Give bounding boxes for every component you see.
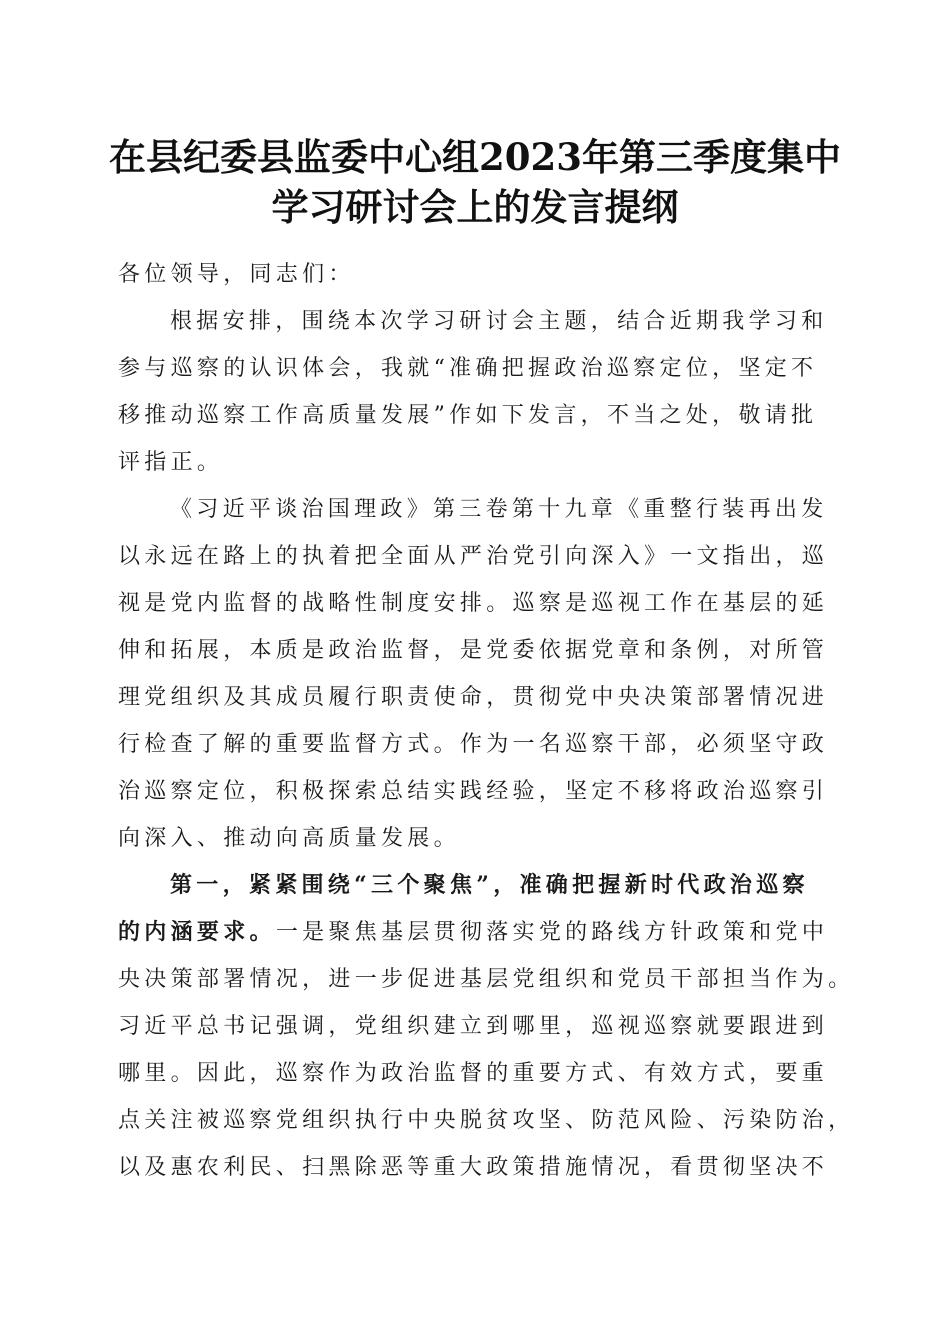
document-body: [118, 251, 855, 1191]
paragraph-line: 习近平总书记强调，党组织建立到哪里，巡视巡察就要跟进到: [118, 1014, 829, 1039]
paragraph-line: 《习近平谈治国理政》第三卷第十九章《重整行装再出发: [170, 497, 828, 522]
paragraph-line: 哪里。因此，巡察作为政治监督的重要方式、有效方式，要重: [118, 1061, 829, 1086]
paragraph-line: 央决策部署情况，进一步促进基层党组织和党员干部担当作为。: [118, 967, 855, 992]
title-line-2: 学习研讨会上的发言提纲: [271, 185, 679, 229]
paragraph-line: 视是党内监督的战略性制度安排。巡察是巡视工作在基层的延: [118, 591, 829, 616]
paragraph-line: 点关注被巡察党组织执行中央脱贫攻坚、防范风险、污染防治，: [118, 1108, 855, 1133]
paragraph-first-point: [118, 862, 855, 1191]
paragraph-line: 根据安排，围绕本次学习研讨会主题，结合近期我学习和: [170, 309, 828, 334]
salutation: 各位领导，同志们：: [118, 262, 355, 287]
paragraph-line: 以及惠农利民、扫黑除恶等重大政策措施情况，看贯彻坚决不: [118, 1155, 829, 1180]
paragraph-line: 以永远在路上的执着把全面从严治党引向深入》一文指出，巡: [118, 544, 829, 569]
section-heading: 第一，紧紧围绕“三个聚焦”，准确把握新时代政治巡察: [170, 872, 809, 898]
paragraph-line-rest: 一是聚焦基层贯彻落实党的路线方针政策和党中: [275, 920, 829, 945]
paragraph-line: 治巡察定位，积极探索总结实践经验，坚定不移将政治巡察引: [118, 779, 829, 804]
paragraph-line: 参与巡察的认识体会，我就“准确把握政治巡察定位，坚定不: [118, 356, 818, 381]
paragraph-line: [118, 909, 832, 956]
paragraph-line: 向深入、推动向高质量发展。: [118, 826, 460, 851]
paragraph-line: 行检查了解的重要监督方式。作为一名巡察干部，必须坚守政: [118, 732, 829, 757]
paragraph-quote: [118, 486, 832, 862]
paragraph-line: 理党组织及其成员履行职责使命，贯彻党中央决策部署情况进: [118, 685, 829, 710]
paragraph-line: 评指正。: [118, 450, 224, 475]
paragraph-intro: [118, 298, 832, 486]
document-title: [100, 132, 850, 232]
paragraph-line: 伸和拓展，本质是政治监督，是党委依据党章和条例，对所管: [118, 638, 829, 663]
paragraph-line: 移推动巡察工作高质量发展”作如下发言，不当之处，敬请批: [118, 403, 818, 428]
section-heading-end: 的内涵要求。: [118, 919, 276, 945]
title-line-1: 在县纪委县监委中心组2023年第三季度集中: [109, 135, 841, 179]
